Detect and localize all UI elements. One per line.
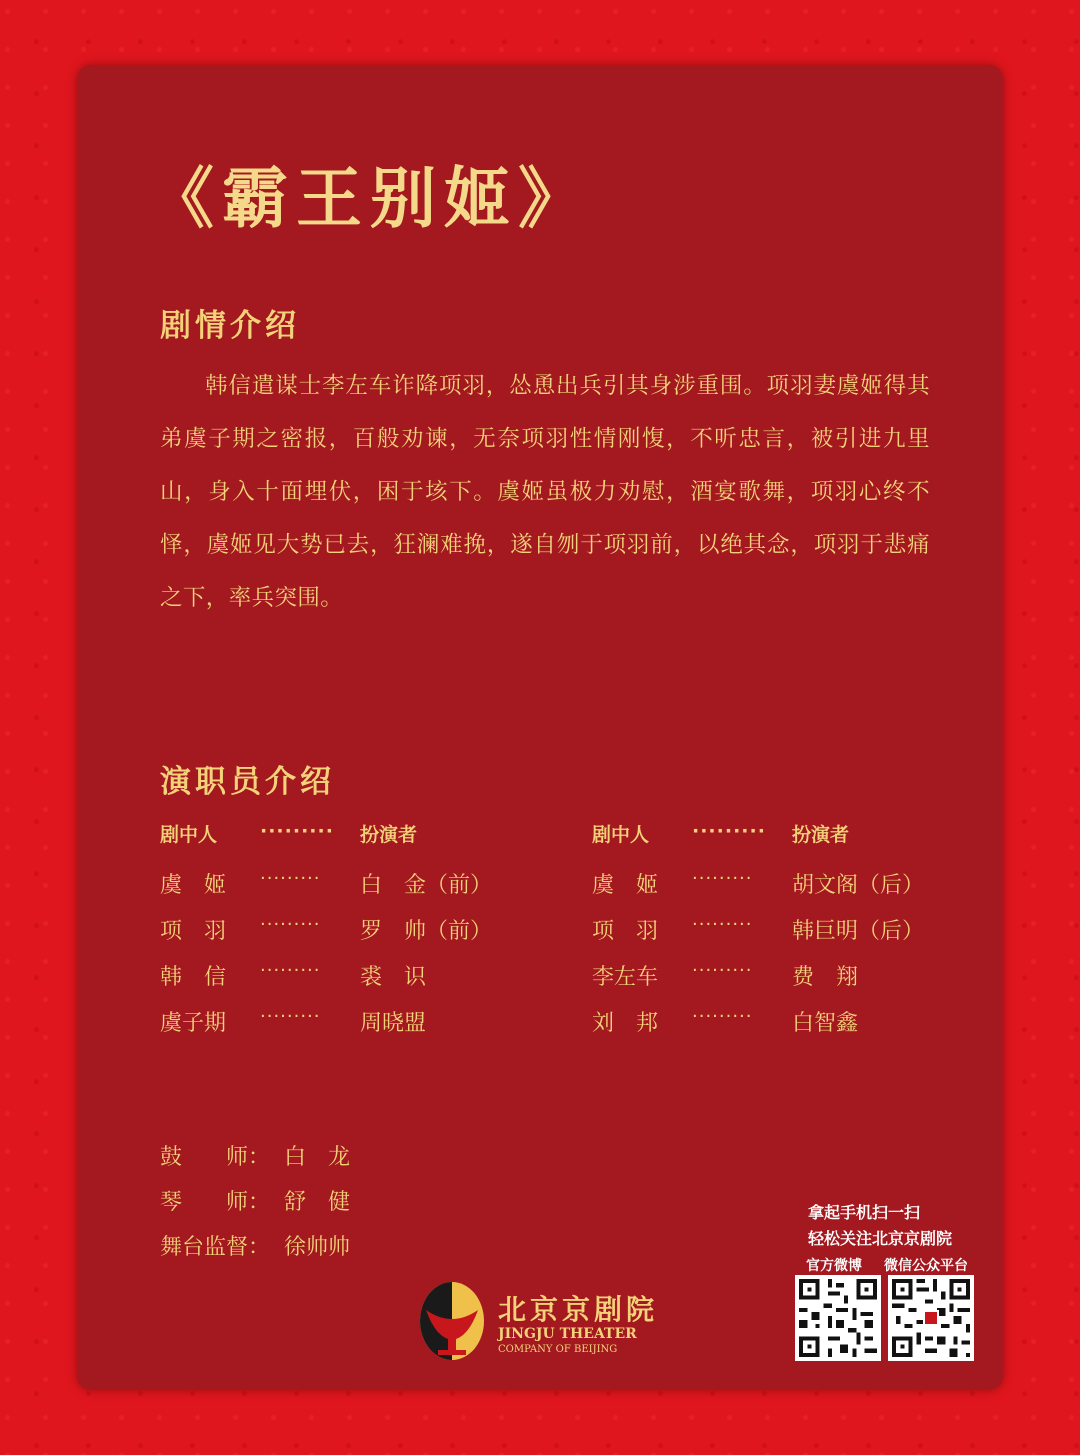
- cast-dots: ·········: [692, 1006, 753, 1027]
- weibo-label: 官方微博: [806, 1258, 862, 1274]
- synopsis-heading: 剧情介绍: [160, 308, 300, 344]
- cast-header-dots: ·········: [260, 820, 334, 842]
- cast-actor: 胡文阁（后）: [792, 873, 925, 898]
- crew-label: 琴 师：: [160, 1190, 271, 1215]
- cast-actor: 罗 帅（前）: [360, 919, 493, 944]
- cast-actor: 白智鑫: [792, 1011, 859, 1036]
- cast-role: 虞 姬: [160, 873, 227, 898]
- cast-role: 虞 姬: [592, 873, 659, 898]
- cast-role: 项 羽: [592, 919, 659, 944]
- synopsis-text: 韩信遣谋士李左车诈降项羽，怂恿出兵引其身涉重围。项羽妻虞姬得其弟虞子期之密报，百般劝谏，无奈项羽性情刚愎，不听忠言，被引进九里山，身入十面埋伏，困于垓下。虞姬虽极力劝慰，酒宴歌舞，项羽心终不怿，虞姬见大势已去，狂澜难挽，遂自刎于项羽前，以绝其念，项羽于悲痛之下，率兵突围。: [160, 373, 930, 611]
- cast-actor: 韩巨明（后）: [792, 919, 925, 944]
- cast-header-actor: 扮演者: [792, 824, 850, 846]
- wechat-label: 微信公众平台: [884, 1258, 968, 1274]
- cast-actor: 费 翔: [792, 965, 859, 990]
- theater-logo: [418, 1280, 668, 1365]
- qr-prompt-line1: 拿起手机扫一扫: [808, 1203, 921, 1222]
- cast-dots: ·········: [692, 960, 753, 981]
- cast-dots: ·········: [260, 960, 321, 981]
- crew-name: 白 龙: [284, 1145, 351, 1170]
- logo-cn-text: 北京京剧院: [498, 1293, 659, 1326]
- cast-role: 项 羽: [160, 919, 227, 944]
- cast-actor: 裘 识: [360, 965, 427, 990]
- page-title: 《霸王别姬》: [148, 160, 592, 237]
- crew-name: 舒 健: [284, 1190, 351, 1215]
- logo-en-subtitle: COMPANY OF BEIJING: [498, 1344, 618, 1355]
- cast-header-role: 剧中人: [592, 824, 650, 846]
- cast-actor: 白 金（前）: [360, 873, 493, 898]
- cast-dots: ·········: [260, 914, 321, 935]
- cast-role: 虞子期: [160, 1011, 227, 1036]
- crew-name: 徐帅帅: [284, 1235, 351, 1260]
- cast-dots: ·········: [260, 868, 321, 889]
- crew-label: 舞台监督：: [160, 1235, 271, 1260]
- cast-role: 刘 邦: [592, 1011, 659, 1036]
- qr-code-weibo-icon[interactable]: [795, 1275, 881, 1361]
- cast-dots: ·········: [692, 868, 753, 889]
- cast-heading: 演职员介绍: [160, 764, 335, 800]
- crew-label: 鼓 师：: [160, 1145, 271, 1170]
- qr-code-wechat-icon[interactable]: [888, 1275, 974, 1361]
- qr-prompt-line2: 轻松关注北京京剧院: [808, 1229, 953, 1248]
- cast-header-dots: ·········: [692, 820, 766, 842]
- theater-logo-icon: [418, 1280, 486, 1362]
- cast-header-actor: 扮演者: [360, 824, 418, 846]
- cast-dots: ·········: [692, 914, 753, 935]
- cast-role: 韩 信: [160, 965, 227, 990]
- logo-en-title: JINGJU THEATER: [498, 1326, 637, 1342]
- cast-dots: ·········: [260, 1006, 321, 1027]
- cast-role: 李左车: [592, 965, 659, 990]
- qr-prompt: [808, 1200, 952, 1252]
- cast-header-role: 剧中人: [160, 824, 218, 846]
- cast-actor: 周晓盟: [360, 1011, 427, 1036]
